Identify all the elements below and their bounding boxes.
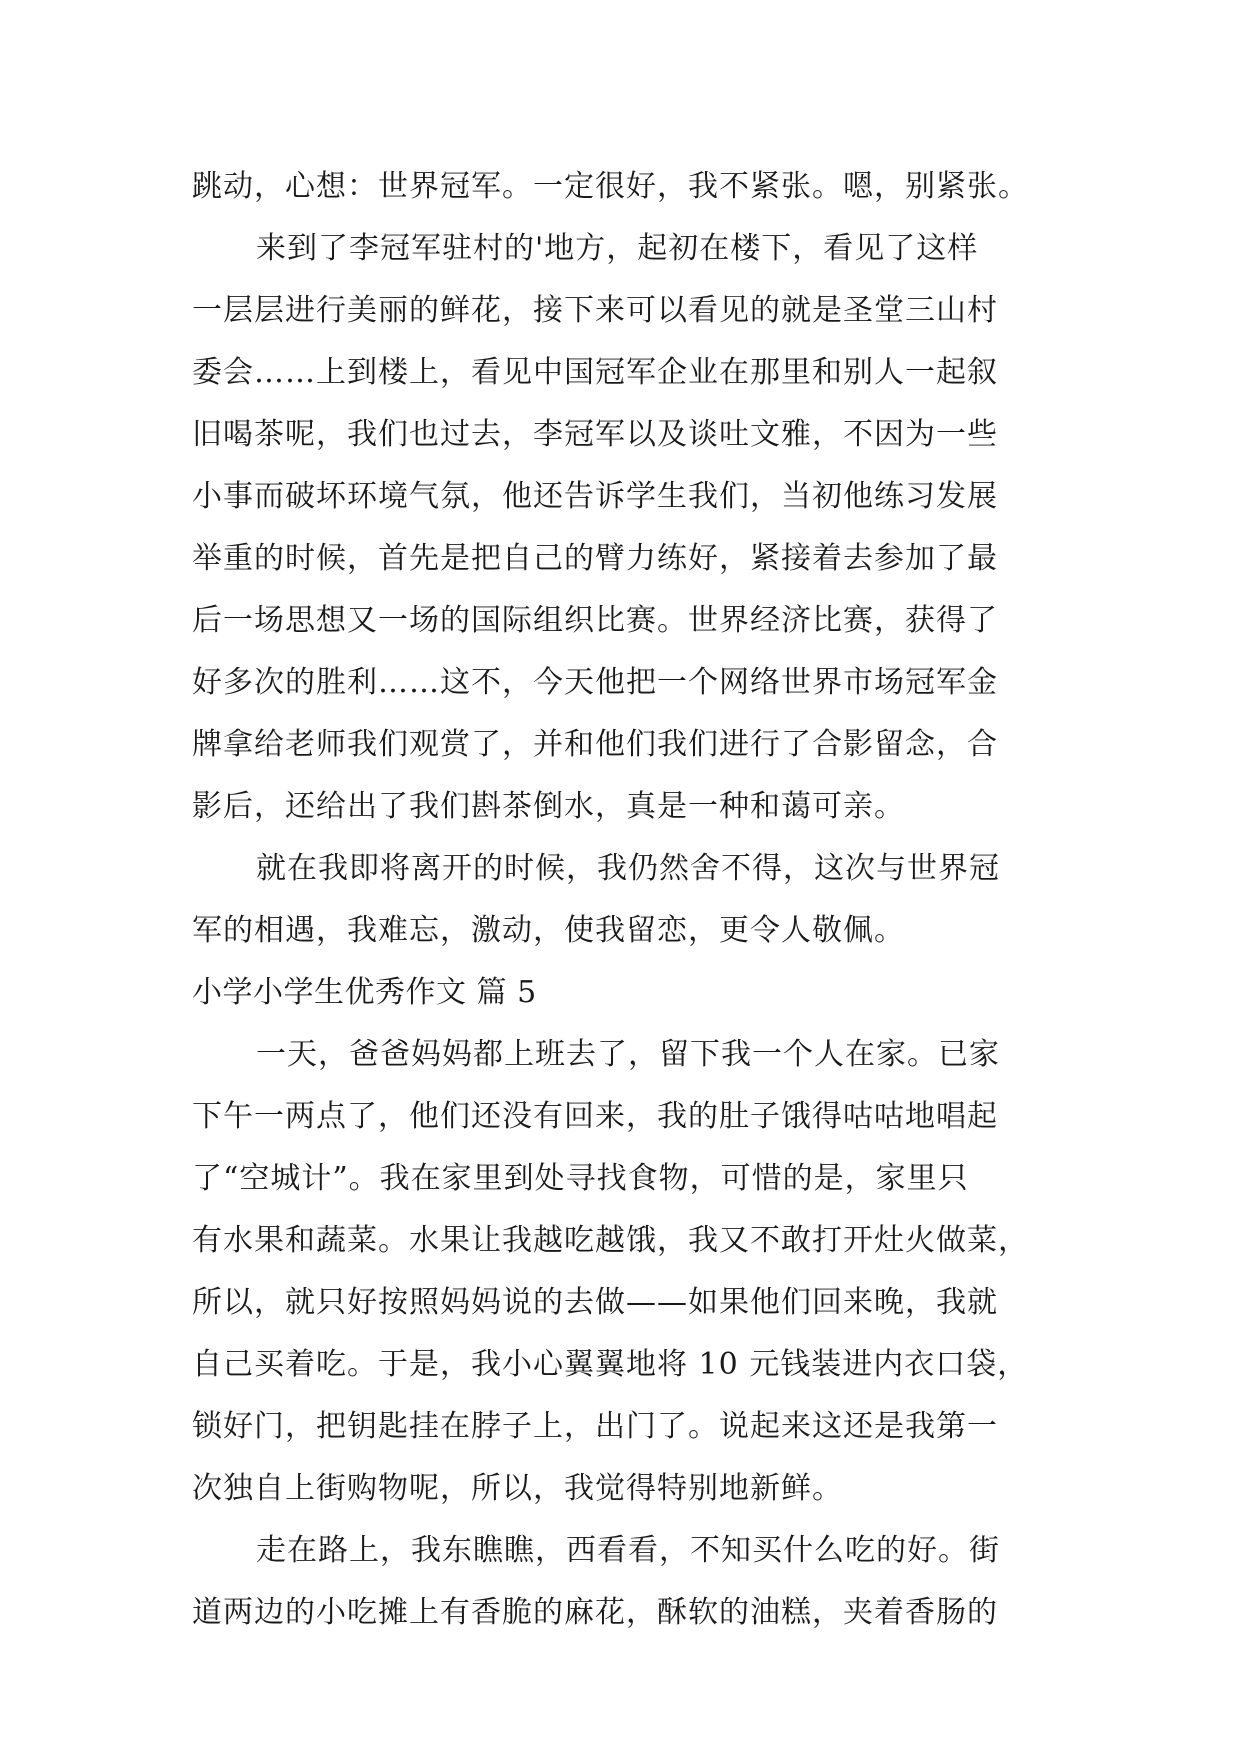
document-page <box>192 156 1052 1644</box>
section-heading: 小学小学生优秀作文 篇 5 <box>192 975 537 1010</box>
text-line: 下午一两点了，他们还没有回来，我的肚子饿得咕咕地唱起 <box>192 1099 998 1134</box>
text-line: 军的相遇，我难忘，激动，使我留恋，更令人敬佩。 <box>192 913 905 948</box>
text-line: 举重的时候，首先是把自己的臂力练好，紧接着去参加了最 <box>192 541 998 576</box>
text-line: 委会……上到楼上，看见中国冠军企业在那里和别人一起叙 <box>192 355 998 390</box>
text-line: 道两边的小吃摊上有香脆的麻花，酥软的油糕，夹着香肠的 <box>192 1595 998 1630</box>
paragraph-start-line: 来到了李冠军驻村的'地方，起初在楼下，看见了这样 <box>256 231 979 266</box>
text-line: 牌拿给老师我们观赏了，并和他们我们进行了合影留念，合 <box>192 727 998 762</box>
text-line: 一层层进行美丽的鲜花，接下来可以看见的就是圣堂三山村 <box>192 293 998 328</box>
text-line: 自己买着吃。于是，我小心翼翼地将 10 元钱装进内衣口袋， <box>192 1347 1029 1382</box>
text-line: 次独自上街购物呢，所以，我觉得特别地新鲜。 <box>192 1471 843 1506</box>
text-line: 影后，还给出了我们斟茶倒水，真是一种和蔼可亲。 <box>192 789 905 824</box>
text-line: 锁好门，把钥匙挂在脖子上，出门了。说起来这还是我第一 <box>192 1409 998 1444</box>
paragraph-start-line: 一天，爸爸妈妈都上班去了，留下我一个人在家。已家 <box>256 1037 1000 1072</box>
text-line: 旧喝茶呢，我们也过去，李冠军以及谈吐文雅，不因为一些 <box>192 417 998 452</box>
text-line: 好多次的胜利……这不，今天他把一个网络世界市场冠军金 <box>192 665 998 700</box>
text-line: 跳动，心想：世界冠军。一定很好，我不紧张。嗯，别紧张。 <box>192 169 1029 204</box>
text-line: 小事而破坏环境气氛，他还告诉学生我们，当初他练习发展 <box>192 479 998 514</box>
paragraph-start-line: 就在我即将离开的时候，我仍然舍不得，这次与世界冠 <box>256 851 1000 886</box>
text-line: 所以，就只好按照妈妈说的去做——如果他们回来晚，我就 <box>192 1285 998 1320</box>
text-line: 了“空城计”。我在家里到处寻找食物，可惜的是，家里只 <box>192 1161 969 1196</box>
paragraph-start-line: 走在路上，我东瞧瞧，西看看，不知买什么吃的好。街 <box>256 1533 1000 1568</box>
text-line: 有水果和蔬菜。水果让我越吃越饿，我又不敢打开灶火做菜， <box>192 1223 1029 1258</box>
text-line: 后一场思想又一场的国际组织比赛。世界经济比赛，获得了 <box>192 603 998 638</box>
